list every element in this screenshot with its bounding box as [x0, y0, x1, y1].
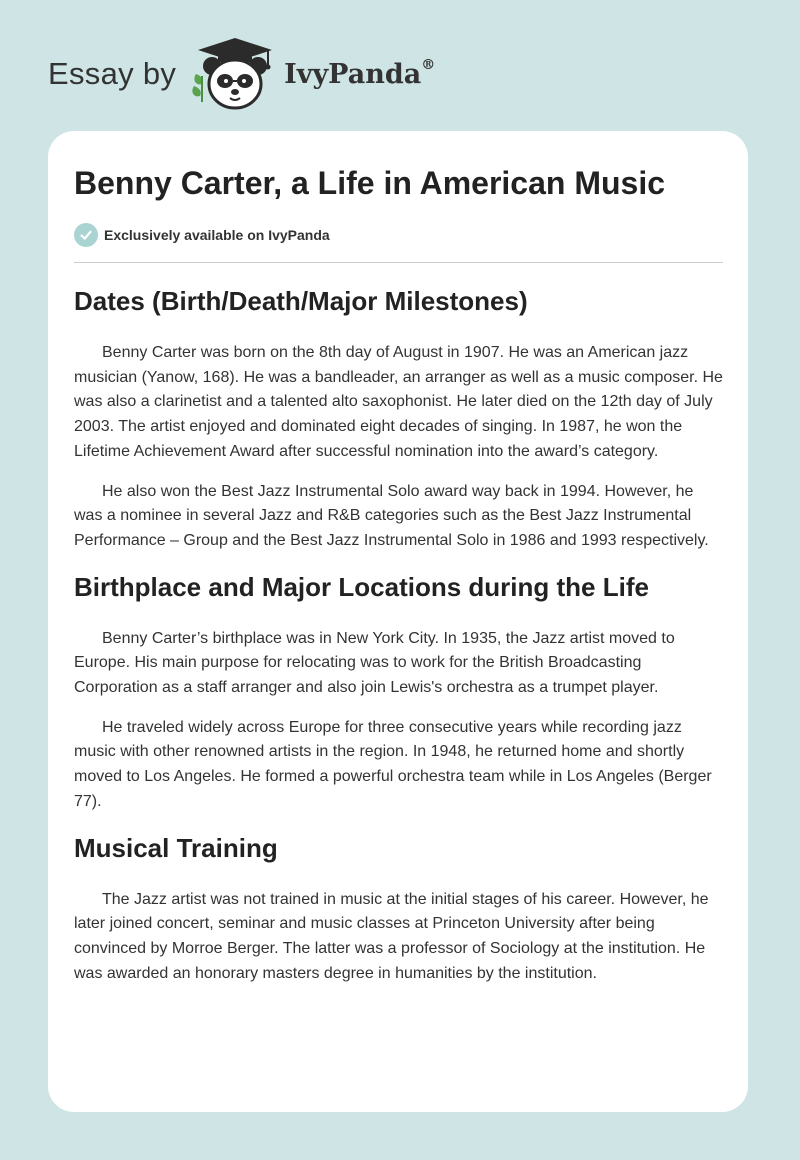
brand-prefix: Essay by	[48, 56, 177, 91]
essay-body	[74, 283, 723, 1001]
exclusive-badge	[74, 223, 330, 247]
section-heading-dates: Dates (Birth/Death/Major Milestones)	[74, 286, 528, 316]
brand-name[interactable]: IvyPanda®	[284, 56, 436, 90]
section-heading-birthplace: Birthplace and Major Locations during the Life	[74, 571, 649, 602]
paragraph: The Jazz artist was not trained in music at the initial stages of his career. However, he later joined concert, seminar and music classes at Princeton University after being convinced by Morroe Berger. The latter was a professor of Sociology at the institution. He was awarded an honorary masters degree in humanities by the institution.	[74, 890, 709, 982]
essay-card	[48, 131, 748, 1112]
badge-label: Exclusively available on IvyPanda	[104, 227, 330, 243]
paragraph: Benny Carter was born on the 8th day of August in 1907. He was an American jazz musician (Yanow, 168). He was a bandleader, an arranger as well as a music composer. He was also a clarinetist and a talented alto saxophonist. He later died on the 12th day of July 2003. The artist enjoyed and dominated eight decades of singing. In 1987, he won the Lifetime Achievement Award after successful nomination into the award’s category.	[74, 344, 723, 460]
paragraph: Benny Carter’s birthplace was in New York City. In 1935, the Jazz artist moved to Europe. His main purpose for relocating was to work for the British Broadcasting Corporation as a staff arranger and also join Lewis's orchestra as a trumpet player.	[74, 629, 675, 697]
check-icon	[74, 223, 98, 247]
divider	[74, 262, 723, 263]
page-title: Benny Carter, a Life in American Music	[74, 165, 665, 201]
section-heading-training: Musical Training	[74, 832, 278, 863]
panda-graduate-icon[interactable]	[190, 36, 280, 112]
brand-header	[48, 34, 435, 114]
paragraph: He also won the Best Jazz Instrumental Solo award way back in 1994. However, he was a nominee in several Jazz and R&B categories such as the Best Jazz Instrumental Performance – Group and the Best Jazz Instrumental Solo in 1986 and 1993 respectively.	[74, 482, 709, 549]
paragraph: He traveled widely across Europe for three consecutive years while recording jazz music with other renowned artists in the region. In 1948, he returned home and shortly moved to Los Angeles. He formed a powerful orchestra team while in Los Angeles (Berger 77).	[74, 718, 712, 810]
